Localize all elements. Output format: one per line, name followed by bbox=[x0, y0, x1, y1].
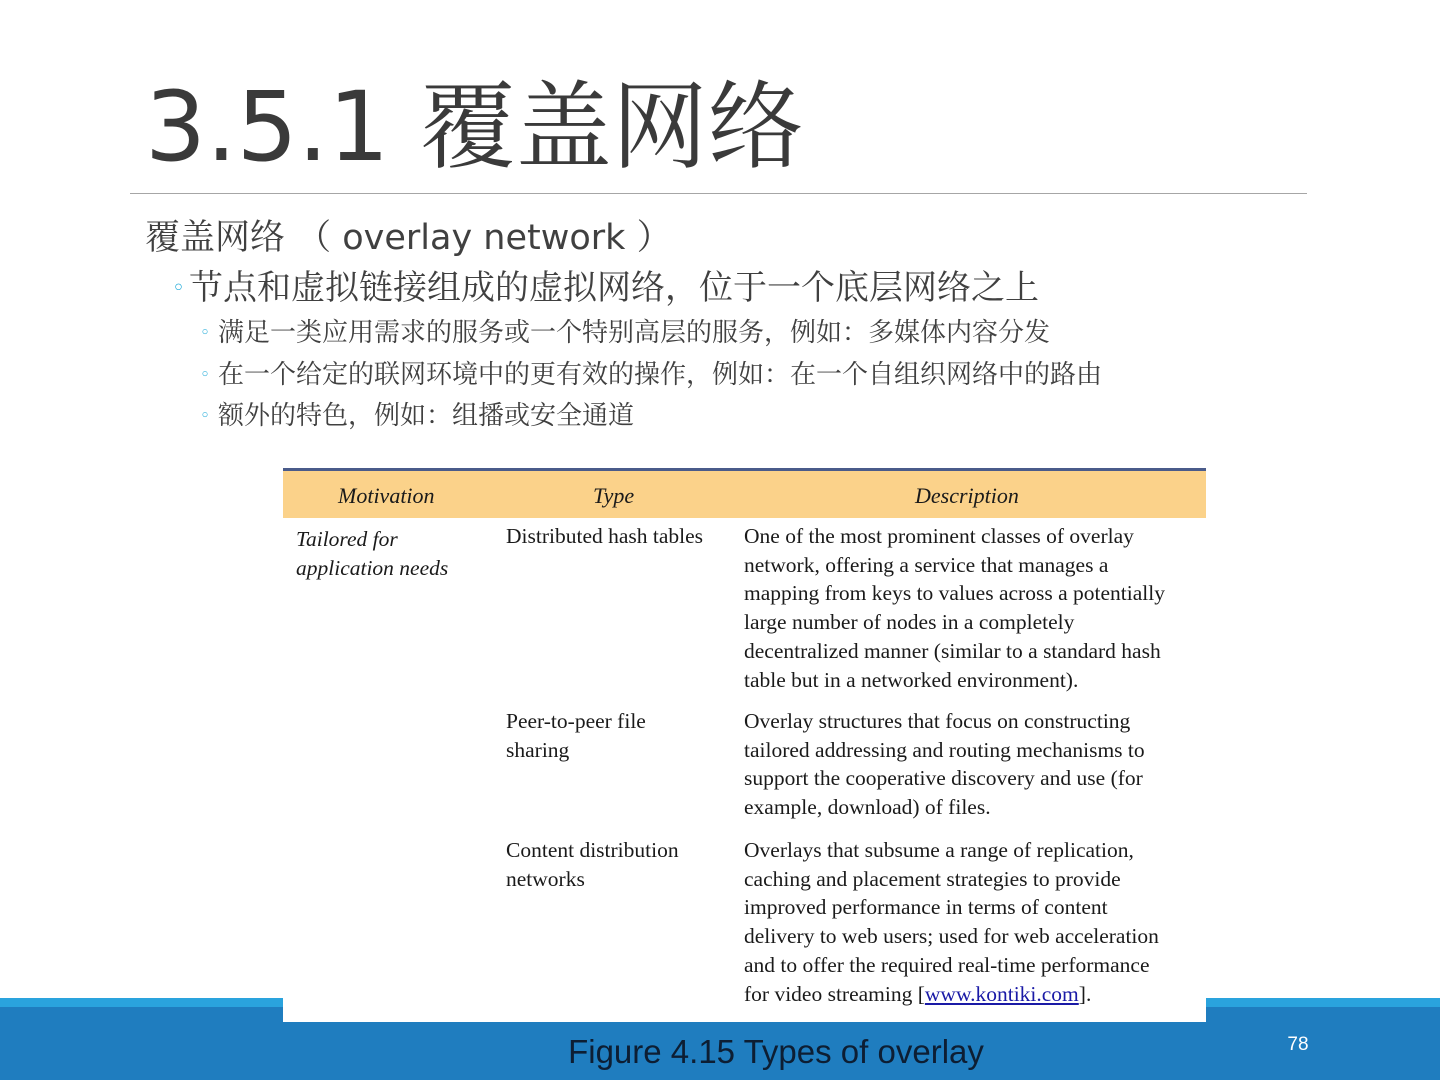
table-header-row bbox=[283, 471, 1206, 518]
bullet-level2 bbox=[172, 264, 1039, 313]
type-cell-p2p: Peer-to-peer file sharing bbox=[506, 709, 646, 762]
description-cell-p2p: Overlay structures that focus on constructing tailored addressing and routing mechanisms to support the cooperative discovery and use (for example, download) of files. bbox=[744, 709, 1145, 820]
description-text-end: ]. bbox=[1078, 981, 1092, 1006]
kontiki-link[interactable]: www.kontiki.com bbox=[924, 981, 1079, 1006]
bullet-level2-text: 节点和虚拟链接组成的虚拟网络，位于一个底层网络之上 bbox=[188, 268, 1039, 308]
bullet-marker-icon: ◦ bbox=[172, 276, 185, 301]
title-divider bbox=[130, 193, 1307, 194]
description-text: Overlays that subsume a range of replication, caching and placement strategies to provide improved performance in terms of content delivery to web users; used for web acceleration and to offer the required real-time performance for video streaming [ bbox=[744, 838, 1159, 1006]
bullet-level3 bbox=[200, 315, 1050, 351]
bullet-level3-text: 满足一类应用需求的服务或一个特别高层的服务，例如：多媒体内容分发 bbox=[218, 318, 1051, 348]
header-motivation: Motivation bbox=[338, 483, 435, 508]
description-cell-dht: One of the most prominent classes of overlay network, offering a service that manages a mapping from keys to values across a potentially large number of nodes in a completely decentralized manner (similar to a standard hash table but in a networked environment). bbox=[744, 524, 1165, 692]
type-cell-cdn: Content distribution networks bbox=[506, 838, 679, 891]
figure-caption: Figure 4.15 Types of overlay bbox=[568, 1033, 984, 1070]
bullet-marker-icon: ◦ bbox=[200, 323, 211, 343]
bullet-marker-icon: ◦ bbox=[200, 365, 211, 385]
bullet-level1: 覆盖网络 （ overlay network ） bbox=[145, 218, 672, 258]
bullet-level3 bbox=[200, 398, 634, 434]
header-type: Type bbox=[593, 483, 635, 508]
motivation-cell: Tailored for application needs bbox=[296, 527, 449, 580]
slide-title: 3.5.1 覆盖网络 bbox=[145, 71, 804, 183]
header-description: Description bbox=[915, 483, 1019, 508]
bullet-level3-text: 额外的特色，例如：组播或安全通道 bbox=[218, 401, 635, 431]
type-cell-dht: Distributed hash tables bbox=[506, 524, 704, 548]
bullet-marker-icon: ◦ bbox=[200, 406, 211, 426]
page-number: 78 bbox=[1287, 1034, 1309, 1055]
bullet-level3-text: 在一个给定的联网环境中的更有效的操作，例如：在一个自组织网络中的路由 bbox=[218, 360, 1103, 390]
description-cell-cdn bbox=[744, 836, 1204, 1008]
bullet-level3 bbox=[200, 357, 1102, 393]
overlay-types-table bbox=[283, 468, 1206, 1022]
